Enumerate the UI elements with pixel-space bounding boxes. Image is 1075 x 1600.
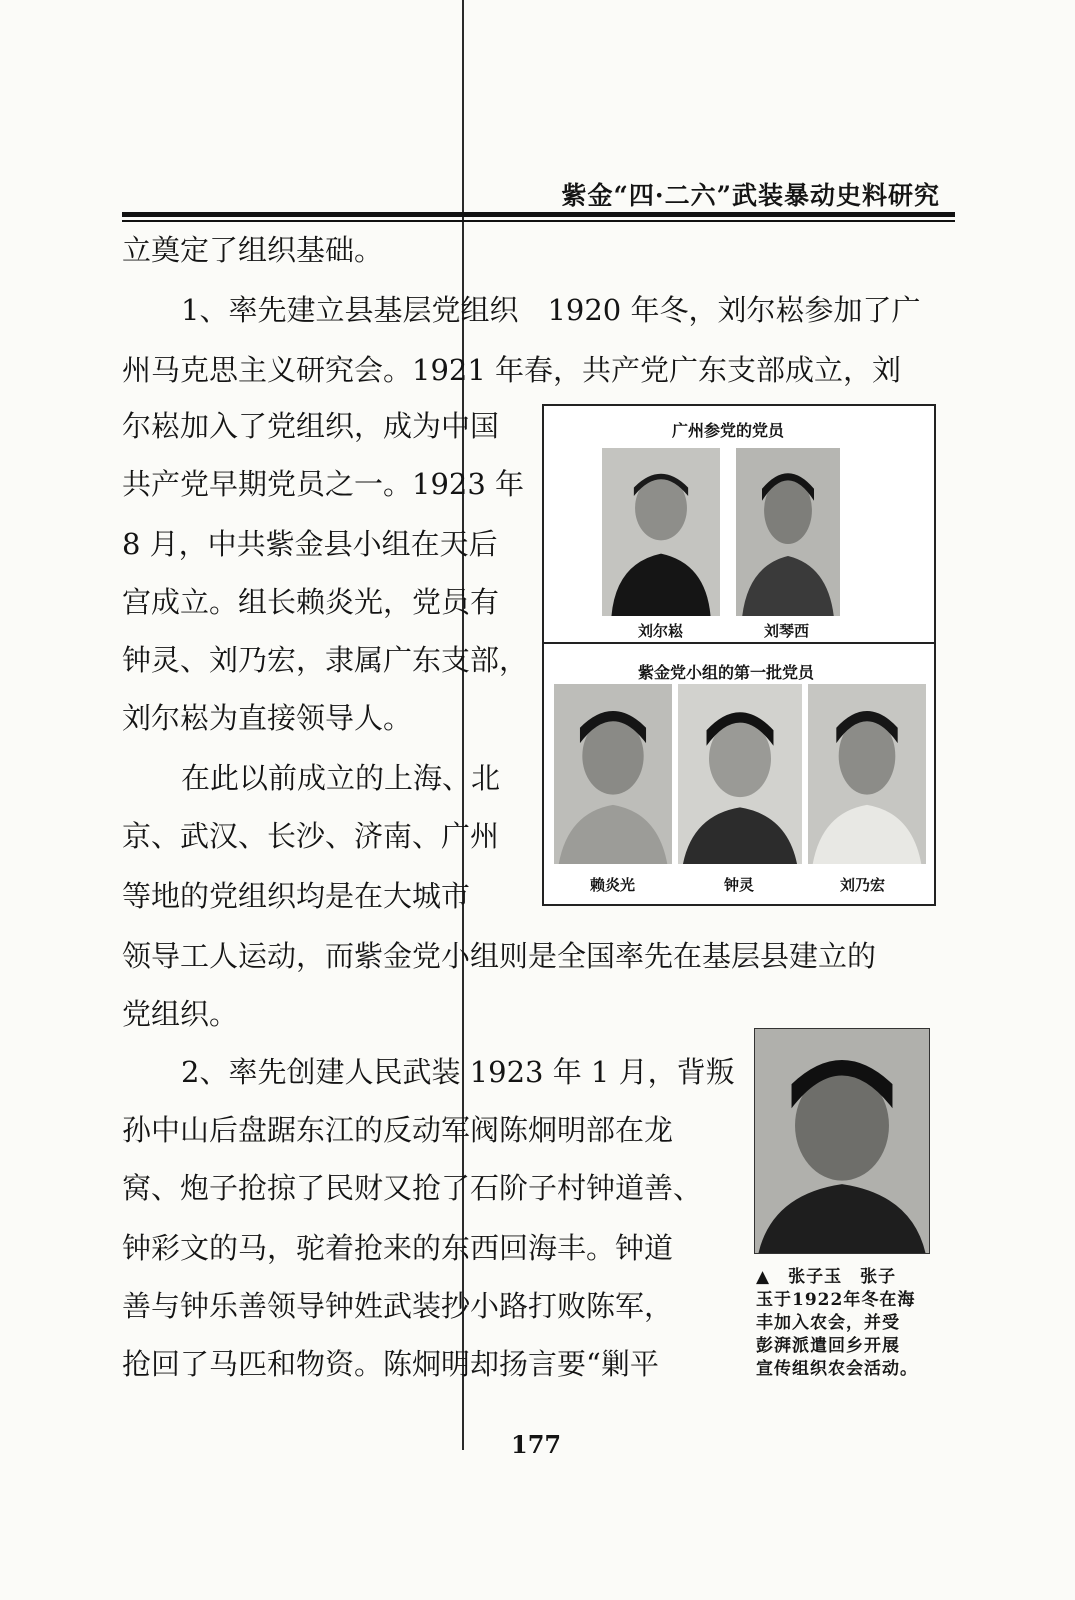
text-line: 窝、炮子抢掠了民财又抢了石阶子村钟道善、 <box>122 1171 703 1205</box>
text-line: 州马克思主义研究会。1921 年春，共产党广东支部成立，刘 <box>122 353 902 387</box>
portrait-photo <box>678 684 802 864</box>
photo-caption-zhang-ziyu <box>756 1266 918 1381</box>
text-line: 8 月，中共紫金县小组在天后 <box>122 527 498 561</box>
portrait-name: 刘尔崧 <box>638 622 684 640</box>
portrait-photo <box>554 684 672 864</box>
header-rule-thin <box>122 220 955 222</box>
running-header: 紫金“四·二六”武装暴动史料研究 <box>561 181 940 210</box>
caption-line: 丰加入农会，并受 <box>756 1313 900 1333</box>
figure-title-zijin: 紫金党小组的第一批党员 <box>638 663 815 682</box>
text-line: 党组织。 <box>122 997 239 1031</box>
text-line: 领导工人运动，而紫金党小组则是全国率先在基层县建立的 <box>122 939 877 973</box>
portrait-photo-zhang-ziyu <box>754 1028 930 1254</box>
portrait-photo <box>602 448 720 616</box>
text-line: 宫成立。组长赖炎光，党员有 <box>122 585 500 619</box>
text-line: 抢回了马匹和物资。陈炯明却扬言要“剿平 <box>122 1347 659 1381</box>
text-line: 1、率先建立县基层党组织 1920 年冬，刘尔崧参加了广 <box>181 293 921 327</box>
portrait-name: 刘琴西 <box>764 622 810 640</box>
text-line: 京、武汉、长沙、济南、广州 <box>122 819 500 853</box>
figure-title-guangzhou: 广州参党的党员 <box>672 421 785 440</box>
text-line: 共产党早期党员之一。1923 年 <box>122 467 525 501</box>
page-number: 177 <box>511 1430 562 1459</box>
portrait-name: 刘乃宏 <box>840 876 886 894</box>
text-line: 孙中山后盘踞东江的反动军阀陈炯明部在龙 <box>122 1113 674 1147</box>
caption-line: 玉于1922年冬在海 <box>756 1290 916 1310</box>
text-line: 立奠定了组织基础。 <box>122 233 384 267</box>
text-line: 钟灵、刘乃宏，隶属广东支部， <box>122 643 529 677</box>
text-line: 尔崧加入了党组织，成为中国 <box>122 409 500 443</box>
caption-line: ▲ 张子玉 张子 <box>756 1267 897 1287</box>
portrait-name: 赖炎光 <box>590 876 636 894</box>
figure-divider <box>544 642 934 644</box>
photo-figure <box>542 404 936 906</box>
text-line: 2、率先创建人民武装 1923 年 1 月，背叛 <box>181 1055 735 1089</box>
text-line: 善与钟乐善领导钟姓武装抄小路打败陈军， <box>122 1289 674 1323</box>
portrait-photo <box>736 448 840 616</box>
caption-line: 彭湃派遣回乡开展 <box>756 1336 900 1356</box>
portrait-photo <box>808 684 926 864</box>
text-line: 在此以前成立的上海、北 <box>181 761 501 795</box>
portrait-name: 钟灵 <box>724 876 755 894</box>
caption-line: 宣传组织农会活动。 <box>756 1359 918 1379</box>
text-line: 刘尔崧为直接领导人。 <box>122 701 413 735</box>
header-rule-thick <box>122 212 955 217</box>
text-line: 钟彩文的马，驼着抢来的东西回海丰。钟道 <box>122 1231 674 1265</box>
text-line: 等地的党组织均是在大城市 <box>122 879 471 913</box>
